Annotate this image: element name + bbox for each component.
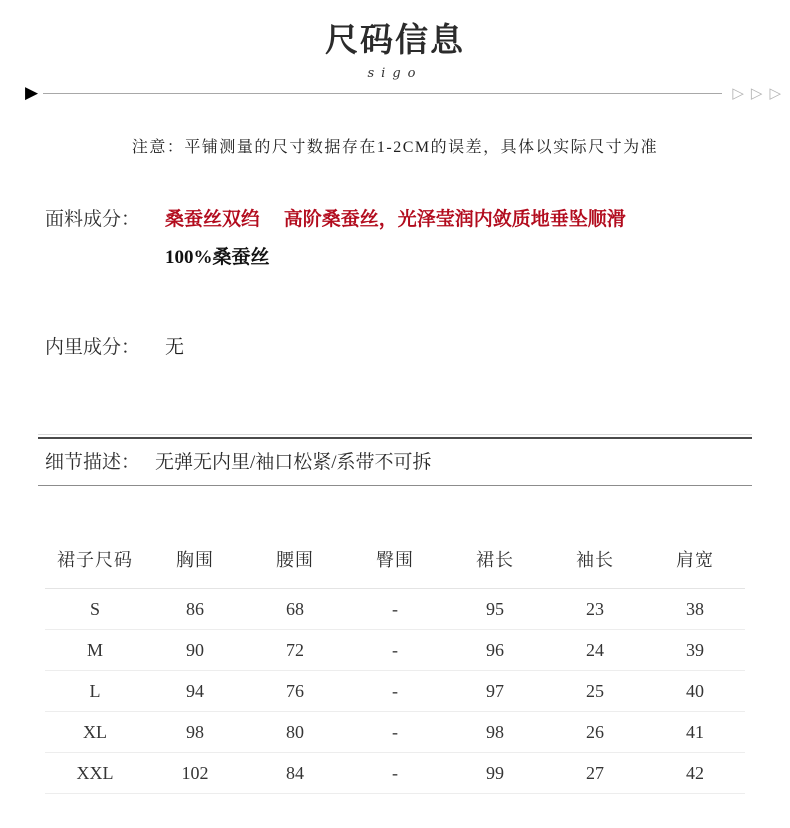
cell-waist: 84 <box>245 753 345 794</box>
detail-value: 无弹无内里/袖口松紧/系带不可拆 <box>155 452 432 473</box>
table-row <box>45 589 745 630</box>
cell-waist: 72 <box>245 630 345 671</box>
cell-skirt-length: 98 <box>445 712 545 753</box>
table-row <box>45 712 745 753</box>
fabric-label: 面料成分： <box>45 209 141 230</box>
lining-label: 内里成分： <box>45 337 141 358</box>
header-divider <box>0 84 790 102</box>
cell-hip: - <box>345 589 445 630</box>
cell-shoulder-width: 39 <box>645 630 745 671</box>
detail-label: 细节描述： <box>45 452 141 473</box>
cell-size: S <box>45 589 145 630</box>
fabric-detail-text: 100%桑蚕丝 <box>165 247 270 268</box>
cell-waist: 68 <box>245 589 345 630</box>
col-header-size: 裙子尺码 <box>45 540 145 589</box>
cell-hip: - <box>345 712 445 753</box>
left-arrow-icon: ▶ <box>25 82 39 103</box>
col-header-sleeve-length: 袖长 <box>545 540 645 589</box>
cell-size: L <box>45 671 145 712</box>
cell-hip: - <box>345 630 445 671</box>
cell-bust: 98 <box>145 712 245 753</box>
col-header-bust: 胸围 <box>145 540 245 589</box>
divider-line <box>43 93 722 94</box>
detail-description-section <box>0 439 790 485</box>
cell-hip: - <box>345 753 445 794</box>
fabric-highlight-text: 桑蚕丝双绉 高阶桑蚕丝，光泽莹润内敛质地垂坠顺滑 <box>165 209 626 230</box>
cell-skirt-length: 99 <box>445 753 545 794</box>
table-row <box>45 630 745 671</box>
decorative-script-text: sigo <box>367 66 423 81</box>
cell-bust: 102 <box>145 753 245 794</box>
col-header-skirt-length: 裙长 <box>445 540 545 589</box>
table-row <box>45 753 745 794</box>
cell-shoulder-width: 38 <box>645 589 745 630</box>
col-header-shoulder-width: 肩宽 <box>645 540 745 589</box>
cell-hip: - <box>345 671 445 712</box>
cell-size: XL <box>45 712 145 753</box>
measurement-note: 注意：平铺测量的尺寸数据存在1-2CM的误差，具体以实际尺寸为准 <box>131 139 659 156</box>
col-header-hip: 臀围 <box>345 540 445 589</box>
cell-size: XXL <box>45 753 145 794</box>
lining-composition-section <box>45 332 790 364</box>
cell-waist: 76 <box>245 671 345 712</box>
lining-value: 无 <box>165 337 185 358</box>
cell-skirt-length: 95 <box>445 589 545 630</box>
cell-bust: 86 <box>145 589 245 630</box>
cell-shoulder-width: 41 <box>645 712 745 753</box>
cell-sleeve-length: 24 <box>545 630 645 671</box>
cell-size: M <box>45 630 145 671</box>
page-title: 尺码信息 <box>325 20 465 59</box>
cell-skirt-length: 96 <box>445 630 545 671</box>
cell-sleeve-length: 27 <box>545 753 645 794</box>
cell-sleeve-length: 26 <box>545 712 645 753</box>
col-header-waist: 腰围 <box>245 540 345 589</box>
detail-bottom-rule <box>38 485 752 486</box>
cell-sleeve-length: 25 <box>545 671 645 712</box>
cell-shoulder-width: 40 <box>645 671 745 712</box>
cell-shoulder-width: 42 <box>645 753 745 794</box>
cell-bust: 90 <box>145 630 245 671</box>
cell-waist: 80 <box>245 712 345 753</box>
right-arrows-icon: ▷▷▷ <box>732 83 788 102</box>
fabric-composition-section <box>45 204 790 274</box>
cell-sleeve-length: 23 <box>545 589 645 630</box>
cell-skirt-length: 97 <box>445 671 545 712</box>
size-table-header-row <box>45 540 745 589</box>
table-row <box>45 671 745 712</box>
size-table <box>45 540 745 794</box>
cell-bust: 94 <box>145 671 245 712</box>
